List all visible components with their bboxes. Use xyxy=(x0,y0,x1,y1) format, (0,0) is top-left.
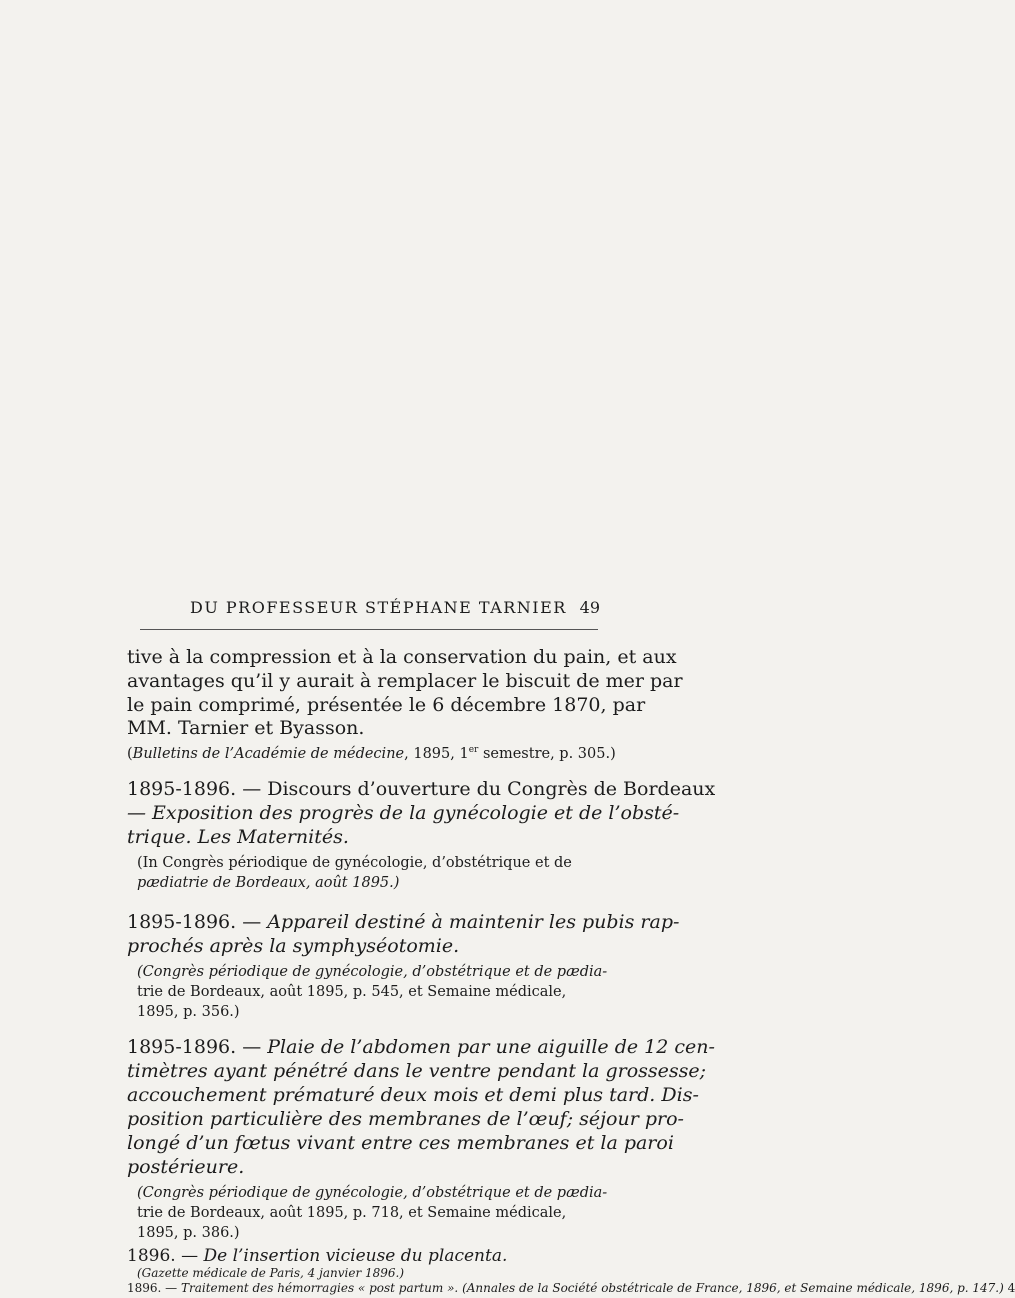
entry-title: trique. Les Maternités. xyxy=(127,826,349,848)
entry-heading: 1895-1896. — Plaie de l’abdomen par une aiguille de 12 cen- xyxy=(127,1036,715,1058)
text-line: avantages qu’il y aurait à remplacer le biscuit de mer par xyxy=(127,670,683,692)
entry-title: position particulière des membranes de l’œuf; séjour pro- xyxy=(127,1108,684,1130)
entry-heading: 1895-1896. — Appareil destiné à maintenir les pubis rap- xyxy=(127,911,680,933)
reference: (Gazette médicale de Paris, 4 janvier 1896.) xyxy=(137,1266,405,1280)
entry-heading: 1895-1896. — Discours d’ouverture du Congrès de Bordeaux xyxy=(127,778,716,800)
entry-title: timètres ayant pénétré dans le ventre pendant la grossesse; xyxy=(127,1060,707,1082)
entry-title: — Exposition des progrès de la gynécologie et de l’obsté- xyxy=(127,802,680,824)
reference: (Bulletins de l’Académie de médecine, 1895, 1er semestre, p. 305.) xyxy=(127,745,616,762)
header-rule xyxy=(140,629,598,630)
entry-title: longé d’un fœtus vivant entre ces membranes et la paroi xyxy=(127,1132,674,1154)
running-title: DU PROFESSEUR STÉPHANE TARNIER xyxy=(190,598,567,617)
reference: 1895, p. 356.) xyxy=(137,1004,240,1020)
page-number: 49 xyxy=(579,598,600,617)
text-line: le pain comprimé, présentée le 6 décembre 1870, par xyxy=(127,694,646,716)
reference: (In Congrès périodique de gynécologie, d’obstétrique et de xyxy=(137,855,572,871)
entry-title: postérieure. xyxy=(127,1156,245,1178)
entry-heading: 1896. — De l’insertion vicieuse du placenta. xyxy=(127,1246,508,1266)
reference: pædiatrie de Bordeaux, août 1895.) xyxy=(137,875,400,891)
reference: 1895, p. 386.) xyxy=(137,1225,240,1241)
entry-heading: 1896. — Traitement des hémorragies « post partum ». (Annales de la Société obstétricale de France, 1896, et Semaine médicale, 1896, p. 147.) 4 xyxy=(127,1281,1015,1295)
entry-title: prochés après la symphyséotomie. xyxy=(127,935,460,957)
entry-title: accouchement prématuré deux mois et demi plus tard. Dis- xyxy=(127,1084,699,1106)
text-line: tive à la compression et à la conservation du pain, et aux xyxy=(127,646,677,668)
reference: trie de Bordeaux, août 1895, p. 545, et Semaine médicale, xyxy=(137,984,567,1000)
reference: (Congrès périodique de gynécologie, d’obstétrique et de pædia- xyxy=(137,1185,608,1201)
text-line: MM. Tarnier et Byasson. xyxy=(127,717,365,739)
running-header xyxy=(190,598,600,617)
reference: (Congrès périodique de gynécologie, d’obstétrique et de pædia- xyxy=(137,964,608,980)
reference: trie de Bordeaux, août 1895, p. 718, et Semaine médicale, xyxy=(137,1205,567,1221)
